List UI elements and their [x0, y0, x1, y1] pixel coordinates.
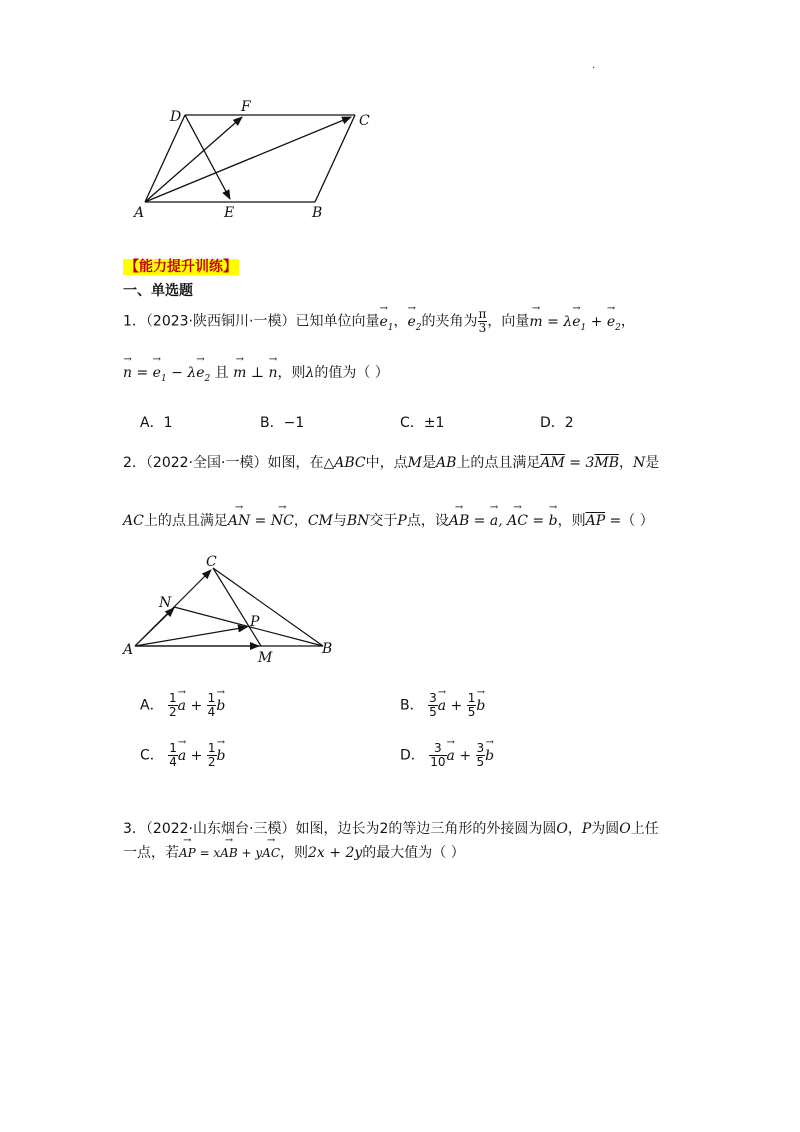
q2-option-c-label: C． — [140, 747, 164, 764]
q2-option-d-frac1: $\frac{3}{10}$ — [430, 741, 446, 769]
section-banner-text: 【能力提升训练】 — [125, 259, 237, 275]
q3-circle-o: O — [556, 821, 568, 837]
label-N: N — [159, 595, 172, 611]
q2-an-eq: → AN = → NC — [228, 513, 294, 529]
q1-e2: → $e_2$ — [407, 314, 421, 330]
parallelogram-figure — [120, 95, 390, 225]
q2-segment-bn: BN — [346, 513, 370, 529]
label-P: P — [250, 614, 260, 630]
q1-option-a[interactable] — [140, 412, 173, 432]
q3-number: 3． — [123, 821, 146, 837]
q2-option-b-frac1: $\frac{3}{5}$ — [429, 691, 437, 719]
q2-line2-g: ，则 — [557, 513, 586, 529]
q1-m-expr: → $m = \lambda\to e_1$ + → $e_2$ — [529, 314, 621, 330]
q1-option-a-label: A． — [140, 415, 164, 431]
q3-text-d: 上任 — [630, 821, 659, 837]
label-C: C — [206, 554, 217, 570]
q3-circle-o-2: O — [619, 821, 631, 837]
q2-option-a[interactable]: A． $\frac{1}{2}$ → a + $\frac{1}{4}$ → b — [140, 692, 225, 719]
q2-triangle: ABC — [334, 455, 366, 471]
q2-option-b-frac2: $\frac{1}{5}$ — [467, 691, 476, 719]
q2-option-a-frac2: $\frac{1}{4}$ — [207, 691, 216, 719]
question-2-line-2 — [123, 510, 654, 530]
q2-segment-cm: CM — [307, 513, 333, 529]
label-E: E — [224, 205, 235, 221]
q2-line2-f: 点，设 — [406, 513, 449, 529]
q2-text-b: 中，点 — [365, 455, 408, 471]
q1-option-a-value: 1 — [163, 415, 173, 431]
q2-text-f: 是 — [645, 455, 660, 471]
label-A: A — [123, 642, 134, 658]
q2-option-a-label: A． — [140, 697, 164, 714]
q2-option-a-frac1: $\frac{1}{2}$ — [169, 691, 177, 719]
triangle-figure — [115, 550, 345, 670]
q3-expression: 2x + 2y — [308, 845, 363, 861]
section-banner — [123, 256, 239, 276]
q1-option-b[interactable] — [260, 412, 304, 432]
q2-option-d-label: D． — [400, 747, 425, 764]
label-F: F — [241, 99, 251, 115]
q3-text-c: 为圆 — [591, 821, 620, 837]
q2-source: （2022·全国·一模） — [145, 455, 268, 471]
label-C: C — [359, 113, 370, 129]
question-2-line-1 — [123, 452, 659, 472]
label-A: A — [134, 205, 145, 221]
q2-ab-ac-def: → AB = → a, → AC = → b — [449, 513, 558, 529]
q1-line2-end: ，则 — [277, 365, 306, 381]
q3-text-b: ， — [567, 821, 582, 837]
q2-text-e: ， — [618, 455, 633, 471]
q2-point-n: N — [632, 455, 646, 471]
question-1-line-1: 1．（2023·陕西铜川·一模）已知单位向量→ $e_1$，→ $e_2$的夹角为 $\frac{\pi}{3}$ ，向量→ $m = \lambda\to e_1$ + → $e_2$， — [123, 308, 635, 335]
q1-perp-expr: → m ⊥ → n — [233, 365, 277, 381]
q1-text-b: 的夹角为 — [421, 313, 478, 330]
label-B: B — [322, 641, 333, 657]
q3-line2-a: 一点，若 — [123, 845, 179, 861]
section-heading: 一、单选题 — [123, 283, 193, 299]
q2-option-c-frac1: $\frac{1}{4}$ — [169, 741, 177, 769]
q2-point-p: P — [397, 513, 407, 529]
q2-text-a: 如图，在△ — [267, 455, 335, 471]
q2-line2-b: 上的点且满足 — [143, 513, 228, 529]
q1-pi-over-3: $\frac{\pi}{3}$ — [478, 307, 487, 335]
q1-text-a: 已知单位向量 — [295, 313, 380, 330]
q2-am-eq: $\overline{AM} = 3\overline{MB}$ — [540, 455, 619, 471]
q1-option-d-label: D． — [540, 415, 565, 431]
segment-CM — [213, 568, 261, 646]
q2-point-m: M — [407, 455, 422, 471]
q2-number: 2． — [123, 455, 146, 471]
q1-option-c-value: ±1 — [423, 415, 445, 431]
q1-n-expr: → n = → $e_1 - \lambda\to e_2$ — [123, 365, 210, 381]
q3-line2-c: 的最大值为（ ） — [362, 845, 465, 861]
label-D: D — [170, 109, 182, 125]
edge-AD — [145, 115, 185, 202]
q1-line2-tail: 的值为（ ） — [314, 365, 389, 381]
segment-NB — [174, 607, 323, 646]
q2-segment-ab: AB — [435, 455, 457, 471]
edge-BC — [315, 115, 355, 202]
q1-option-b-label: B． — [260, 415, 284, 431]
vector-DE — [185, 115, 230, 199]
q1-lambda: λ — [305, 365, 315, 381]
q2-option-c[interactable]: C． $\frac{1}{4}$ → a + $\frac{1}{2}$ → b — [140, 742, 225, 769]
q1-option-c-label: C． — [400, 415, 424, 431]
q2-text-d: 上的点且满足 — [456, 455, 541, 471]
q2-line2-d: 与 — [332, 513, 347, 529]
q3-ap-expr: → AP = x→ AB + y→ AC — [179, 846, 280, 860]
q2-line2-c: ， — [293, 513, 308, 529]
q1-option-d[interactable] — [540, 412, 574, 432]
q1-source: （2023·陕西铜川·一模） — [145, 313, 296, 330]
q1-option-b-value: −1 — [283, 415, 305, 431]
question-3-line-1 — [123, 818, 659, 838]
label-M: M — [258, 650, 273, 666]
q2-text-c: 是 — [421, 455, 436, 471]
q2-ap-expr: $\overline{AP}$ = — [585, 513, 622, 529]
q3-source: （2022·山东烟台·三模） — [145, 821, 296, 837]
q2-option-d-frac2: $\frac{3}{5}$ — [476, 741, 485, 769]
q1-option-d-value: 2 — [564, 415, 574, 431]
q2-line2-e: 交于 — [369, 513, 398, 529]
q1-text-c: ，向量 — [487, 313, 530, 330]
q3-text-a: 如图，边长为2的等边三角形的外接圆为圆 — [295, 821, 557, 837]
q2-line2-h: （ ） — [621, 513, 654, 529]
q1-number: 1． — [123, 313, 146, 330]
q3-point-p: P — [581, 821, 592, 837]
question-1-line-2: → n = → $e_1 - \lambda\to e_2$ 且 → m ⊥ → n，则λ的值为（ ） — [123, 362, 389, 384]
q2-option-d[interactable]: D． $\frac{3}{10}$ → a + $\frac{3}{5}$ → b — [400, 742, 494, 769]
vector-AC — [145, 117, 351, 202]
edge-CB — [213, 568, 323, 646]
corner-mark: . — [592, 60, 596, 71]
q2-option-b-label: B． — [400, 697, 424, 714]
label-B: B — [312, 205, 323, 221]
q1-option-c[interactable] — [400, 412, 444, 432]
question-3-line-2 — [123, 842, 465, 862]
q3-line2-b: ，则 — [280, 845, 309, 861]
q2-segment-ac: AC — [123, 513, 144, 529]
q2-option-b[interactable]: B． $\frac{3}{5}$ → a + $\frac{1}{5}$ → b — [400, 692, 485, 719]
q1-e1: → $e_1$ — [379, 314, 393, 330]
q2-option-c-frac2: $\frac{1}{2}$ — [207, 741, 216, 769]
